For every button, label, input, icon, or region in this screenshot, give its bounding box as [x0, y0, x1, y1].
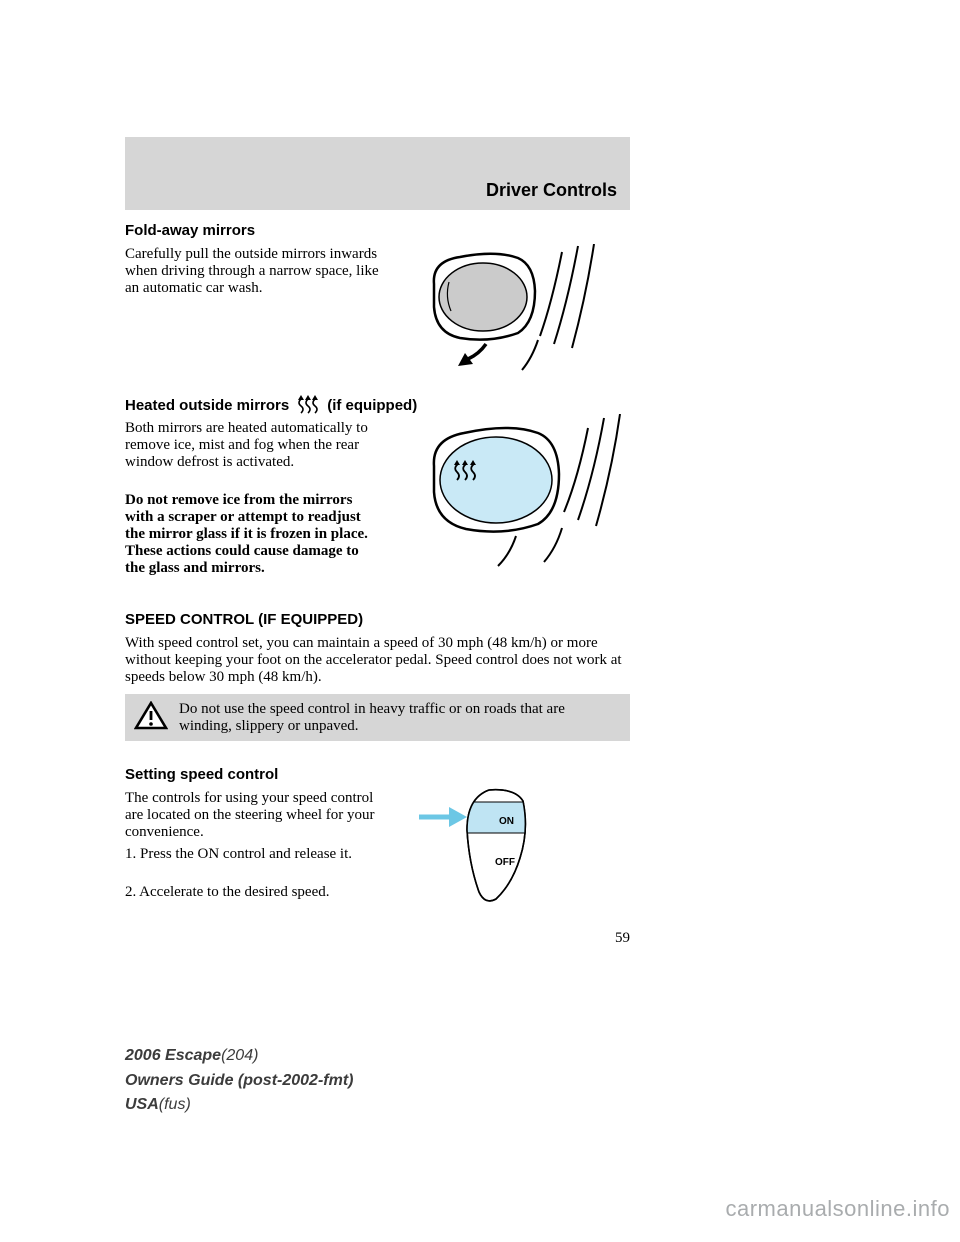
setting-step-1: 1. Press the ON control and release it. — [125, 846, 353, 862]
footer-code-3: (fus) — [158, 1096, 191, 1113]
heading-heated-mirrors — [125, 394, 417, 416]
heading-setting-speed-control: Setting speed control — [125, 766, 279, 783]
on-label: ON — [499, 816, 514, 827]
setting-step-2: 2. Accelerate to the desired speed. — [125, 884, 330, 900]
warning-triangle-icon — [134, 701, 168, 731]
watermark-text: carmanualsonline.info — [725, 1196, 950, 1221]
footer-region: USA — [125, 1096, 159, 1113]
footer-line-2: Owners Guide (post-2002-fmt) — [125, 1071, 354, 1089]
heading-speed-control: SPEED CONTROL (IF EQUIPPED) — [125, 611, 364, 628]
heading-fold-away-mirrors: Fold-away mirrors — [125, 222, 256, 239]
footer-line-3 — [125, 1093, 353, 1118]
heated-mirrors-body: Both mirrors are heated automatically to remove ice, mist and fog when the rear window defrost is activated. — [125, 420, 368, 470]
heated-mirrors-caution: Do not remove ice from the mirrors with a scraper or attempt to readjust the mirror glass if it is frozen in place. These actions could cause damage to the glass and mirrors. — [125, 492, 368, 576]
fold-away-mirror-figure — [420, 244, 605, 383]
heated-mirror-illustration — [418, 414, 630, 586]
footer-model: 2006 Escape — [125, 1047, 222, 1064]
heated-heading-suffix: (if equipped) — [327, 396, 418, 414]
heated-heading-text: Heated outside mirrors — [125, 396, 290, 414]
pointer-arrow-icon — [419, 807, 467, 827]
fold-away-body: Carefully pull the outside mirrors inwards when driving through a narrow space, like an automatic car wash. — [125, 246, 379, 296]
speed-control-switch-illustration — [415, 786, 549, 908]
header-band — [125, 137, 630, 210]
footer-line-1 — [125, 1044, 353, 1069]
fold-direction-arrow-icon — [458, 344, 486, 366]
fold-away-mirror-illustration — [420, 244, 605, 378]
page-title: Driver Controls — [485, 180, 617, 200]
footer-code-1: (204) — [221, 1047, 259, 1064]
heated-mirror-defrost-icon — [296, 394, 320, 416]
speed-control-warning-box — [125, 694, 630, 741]
footer-block — [125, 1044, 353, 1118]
page-number: 59 — [615, 930, 630, 946]
speed-control-switch-figure — [415, 786, 549, 913]
setting-speed-control-body: The controls for using your speed control are located on the steering wheel for your convenience. — [125, 790, 375, 840]
speed-control-body: With speed control set, you can maintain a speed of 30 mph (48 km/h) or more without keeping your foot on the accelerator pedal. Speed control does not work at speeds below 30 mph (48 km/h). — [125, 635, 622, 685]
heated-mirror-figure — [418, 414, 630, 591]
speed-control-warning-text: Do not use the speed control in heavy traffic or on roads that are winding, slippery or unpaved. — [179, 701, 565, 734]
off-label: OFF — [495, 857, 515, 868]
